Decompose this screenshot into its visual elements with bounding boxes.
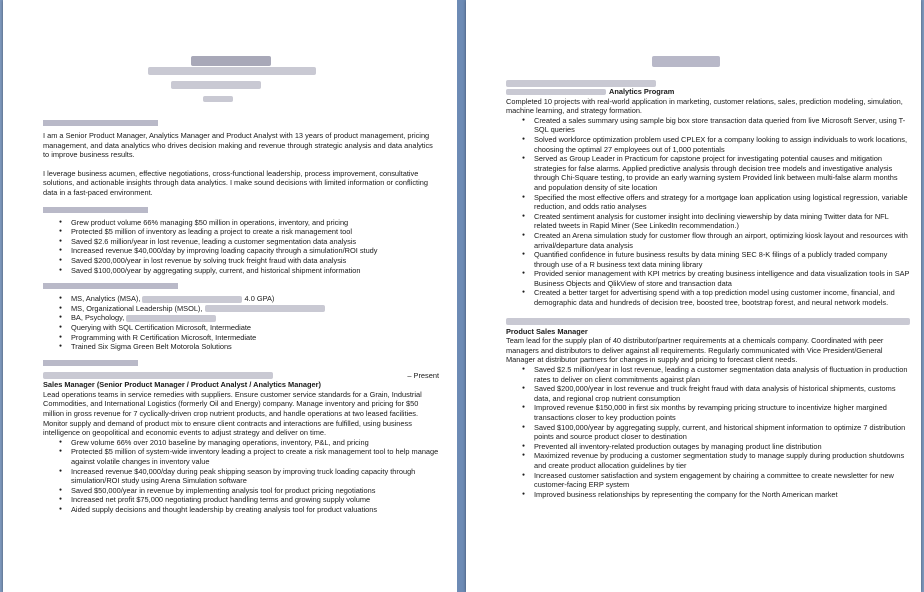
job-bullets (43, 438, 439, 515)
list-item: ● Created a sales summary using sample big box store transaction data queried from live Microsoft Server, using T-SQL queries (534, 116, 910, 135)
list-item: ● Grew product volume 66% managing $50 million in operations, inventory, and pricing (71, 218, 439, 228)
list-item: ● Aided supply decisions and thought leadership by creating analysis tool for product valuations (71, 505, 439, 515)
right-content (506, 80, 910, 503)
redacted-contact-2 (171, 81, 261, 89)
job-header-row (43, 371, 439, 381)
job-description: Lead operations teams in service remedies with suppliers. Ensure customer service standards for a Grain, Industrial Commodities, and International Logistics (formerly Oil and Energy) company. Manage inventory and pricing for $50 million in gross revenue for 7 cyclically-driven crop nutrient products, and handle operations at two leased facilities. Monitor supply and demand of product mix to ensure client contracts and interactions are fulfilled, using business intelligence on geopolitical and economic events to adjust strategy and deliver on time. (43, 389, 422, 438)
redacted-heading-experience (43, 360, 138, 366)
list-item: ● Improved revenue $150,000 in first six months by revamping pricing structure to incentivize higher margined transactions closer to key production points (534, 403, 910, 422)
list-item: ● Created an Arena simulation study for customer flow through an airport, optimizing kiosk layout and resources with arrival/departure data analysis (534, 231, 910, 250)
list-item: ● Saved $100,000/year by aggregating supply, current, and historical shipment information to optimize 7 distribution points and source product closer to destination (534, 423, 910, 442)
list-item: ● Saved $200,000/year in lost revenue and truck freight fraud with data analysis of historical shipments, customs data, and regional crop nutrient consumption (534, 384, 910, 403)
job-title: Sales Manager (Senior Product Manager / Product Analyst / Analytics Manager) (43, 380, 321, 390)
redacted-page-header (652, 56, 720, 67)
page-1 (3, 0, 457, 592)
list-item: ● Saved $100,000/year by aggregating supply, current, and historical shipment information (71, 266, 439, 276)
list-item: ● Protected $5 million of inventory as leading a project to create a risk management tool (71, 227, 439, 237)
summary-paragraph-2: I leverage business acumen, effective negotiations, cross-functional leadership, process improvement, consultative solutions, and actionable insights through data analytics. I make sound decisions with limited information or conflicting data in a fast-paced environment. (43, 168, 428, 197)
program-header-row (506, 80, 910, 87)
list-item: ● Trained Six Sigma Green Belt Motorola Solutions (71, 342, 439, 352)
list-item (71, 304, 439, 314)
program-title: Analytics Program (609, 87, 675, 96)
list-item (71, 313, 439, 323)
list-item: ● Specified the most effective offers and strategy for a mortgage loan application using logistical regression, variable reduction, and odds ratio analyses (534, 193, 910, 212)
program-description: Completed 10 projects with real-world application in marketing, customer relations, sales, prediction modeling, simulation, machine learning, and strategy formation. (506, 96, 903, 116)
list-item: ● Saved $2.5 million/year in lost revenue, leading a customer segmentation data analysis of fluctuation in production rates to deliver on client commitments against plan (534, 365, 910, 384)
program-title-row (506, 87, 910, 97)
list-item: ● Solved workforce optimization problem used CPLEX for a company looking to assign individuals to work locations, choosing the optimal 27 employees out of 1,000 potentials (534, 135, 910, 154)
education-ba: BA, Psychology, (71, 313, 125, 323)
job2-title: Product Sales Manager (506, 326, 588, 336)
redacted-heading-highlights (43, 207, 148, 213)
page-2 (466, 0, 921, 592)
list-item: ● Improved business relationships by representing the company for the North American market (534, 490, 910, 500)
list-item: ● Saved $2.6 million/year in lost revenue, leading a customer segmentation data analysis (71, 237, 439, 247)
list-item (71, 294, 439, 304)
education-ms-analytics: MS, Analytics (MSA), (71, 294, 141, 304)
list-item: ● Increased revenue $40,000/day during peak shipping season by improving truck loading capacity through simulation/ROI study using Arena Simulation software (71, 467, 439, 486)
redacted-company-2 (506, 318, 910, 325)
education-gpa: 4.0 GPA) (244, 294, 275, 304)
list-item: ● Saved $50,000/year in revenue by implementing analysis tool for product pricing negotiations (71, 486, 439, 496)
job-dates: – Present (407, 370, 439, 380)
list-item: ● Querying with SQL Certification Microsoft, Intermediate (71, 323, 439, 333)
job2-bullets (506, 365, 910, 499)
job2-description: Team lead for the supply plan of 40 distributor/partner requirements at a chemicals company. Coordinated with peer managers and distributors to deliver against all requirements. Regularly communicated with Vice President/General Manager at distributor partners for changes in supply and pricing to forecast client needs. (506, 336, 884, 365)
summary-paragraph-1: I am a Senior Product Manager, Analytics Manager and Product Analyst with 13 years of product management, pricing management, and data analytics who drives decision making and revenue through strategic analysis and data analytics to improve business results. (43, 131, 433, 160)
redacted-heading-education (43, 283, 178, 289)
redacted-heading-summary (43, 120, 158, 126)
list-item: ● Grew volume 66% over 2010 baseline by managing operations, inventory, P&L, and pricing (71, 438, 439, 448)
education-list (43, 294, 439, 352)
list-item: ● Created a better target for advertising spend with a top prediction model using customer income, financial, and demographic data and hundreds of decision tree, boosted tree, bootstrap forest, and neural network models. (534, 288, 910, 307)
list-item: ● Programming with R Certification Microsoft, Intermediate (71, 333, 439, 343)
project-list (506, 116, 910, 308)
list-item: ● Served as Group Leader in Practicum for capstone project for investigating potential causes and mitigation strategies for false alarms. Applied predictive analysis through decision tree models and investigative analysis through Chi-Square testing, to provide an early warning system Provided link between multi-false alarm months and population density of site location (534, 154, 910, 192)
redacted-company (43, 372, 273, 379)
list-item: ● Provided senior management with KPI metrics by creating business intelligence and data visualization tools in SAP Business Objects and QlikView of store and transaction data (534, 269, 910, 288)
list-item: ● Increased revenue $40,000/day by improving loading capacity through a simulation/ROI study (71, 246, 439, 256)
list-item: ● Increased net profit $75,000 negotiating product handling terms and growing supply volume (71, 495, 439, 505)
list-item: ● Protected $5 million of system-wide inventory leading a project to create a risk management tool to help manage against volatile changes in inventory value (71, 447, 439, 466)
list-item: ● Quantified confidence in future business results by data mining SEC 8-K filings of a publicly traded company through use of a R business text data mining library (534, 250, 910, 269)
redacted-contact-3 (203, 96, 233, 102)
list-item: ● Saved $200,000/year in lost revenue by solving truck freight fraud with data analysis (71, 256, 439, 266)
education-ms-org: MS, Organizational Leadership (MSOL), (71, 303, 203, 313)
highlights-list (43, 218, 439, 276)
left-content (43, 114, 439, 519)
redacted-name (191, 56, 271, 66)
list-item: ● Increased customer satisfaction and system engagement by chairing a committee to create newsletter for new customer-facing ERP system (534, 471, 910, 490)
list-item: ● Maximized revenue by producing a customer segmentation study to manage supply during production shutdowns and create product allocation guidelines by tier (534, 451, 910, 470)
page-gutter (457, 0, 466, 592)
redacted-contact (148, 67, 316, 75)
list-item: ● Prevented all inventory-related production outages by managing product line distribution (534, 442, 910, 452)
redacted-school (506, 80, 656, 87)
list-item: ● Created sentiment analysis for customer insight into declining viewership by data mining Twitter data for NFL related tweets in Rapid Miner (See LinkedIn recommendation.) (534, 212, 910, 231)
